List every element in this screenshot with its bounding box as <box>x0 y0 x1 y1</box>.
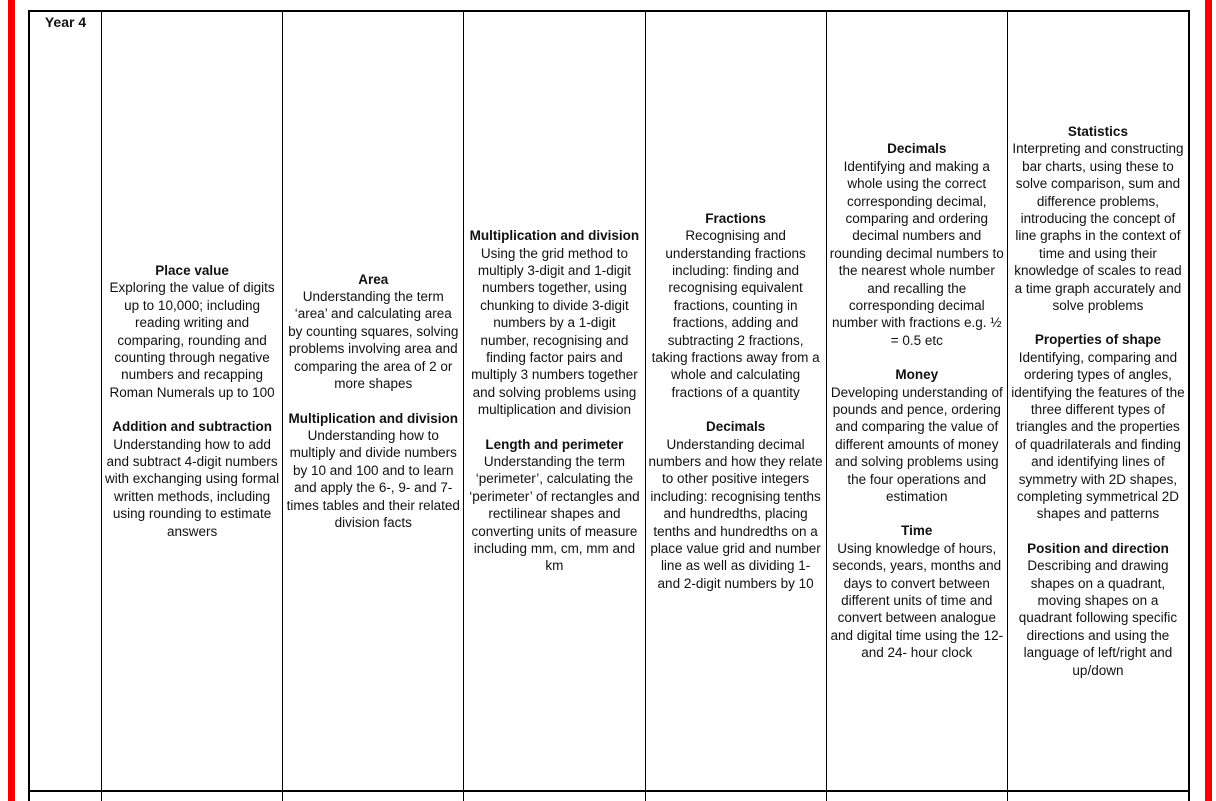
topic-body: Understanding decimal numbers and how they relate to other positive integers including: recognising tenths and hundredths, placing tenths and hundredths on a place value grid and number line as well as dividing 1- and 2-digit numbers by 10 <box>648 436 823 591</box>
topic-section <box>286 410 460 532</box>
topic-body: Using knowledge of hours, seconds, years, months and days to convert between different units of time and convert between analogue and digital time using the 12- and 24- hour clock <box>830 540 1004 661</box>
topic-body: Exploring the value of digits up to 10,000; including reading writing and comparing, rounding and counting through negative numbers and recapping Roman Numerals up to 100 <box>109 280 275 400</box>
topic-section <box>1011 331 1185 522</box>
topic-heading: Statistics <box>1067 123 1128 139</box>
table-cell-number <box>102 12 283 790</box>
topic-body: Developing understanding of pounds and pence, ordering and comparing the value of different amounts of money and solving problems using the four operations and estimation <box>830 384 1003 505</box>
topic-section <box>830 366 1004 505</box>
topic-body: Identifying and making a whole using the correct corresponding decimal, comparing and ordering decimal numbers and rounding decimal numbers to the nearest whole number and recalling the corresponding decimal number with fractions e.g. ½ = 0.5 etc <box>829 158 1004 348</box>
table-cell-decimals-money-time <box>827 12 1008 790</box>
next-row-cutoff <box>30 792 1188 801</box>
table-row <box>30 12 1188 792</box>
topic-heading: Area <box>358 271 389 287</box>
topic-heading: Properties of shape <box>1034 332 1161 348</box>
topic-body: Describing and drawing shapes on a quadrant, moving shapes on a quadrant following specific directions and using the language of left/right and up/down <box>1018 558 1178 678</box>
year-label: Year 4 <box>44 14 87 30</box>
topic-heading: Multiplication and division <box>288 410 459 426</box>
year4-curriculum-table <box>28 10 1190 801</box>
page-frame-left-bar <box>8 0 15 801</box>
topic-body: Interpreting and constructing bar charts, using these to solve comparison, sum and difference problems, introducing the concept of line graphs in the context of time and using their knowledge of scales to read a time graph accurately and solve problems <box>1012 141 1184 313</box>
stub-cell <box>827 792 1008 801</box>
topic-heading: Addition and subtraction <box>112 419 272 435</box>
topic-section <box>830 522 1004 661</box>
topic-heading: Length and perimeter <box>485 436 624 452</box>
topic-body: Understanding how to multiply and divide numbers by 10 and 100 and to learn and apply the 6-, 9- and 7-times tables and their related division facts <box>286 427 460 530</box>
topic-body: Identifying, comparing and ordering types of angles, identifying the features of the three different types of triangles and the properties of quadrilaterals and finding and identifying lines of symmetry with 2D shapes, completing symmetrical 2D shapes and patterns <box>1011 349 1185 522</box>
topic-section <box>105 418 279 540</box>
topic-section <box>1011 123 1185 314</box>
topic-section <box>105 262 279 401</box>
table-cell-area-multiplication <box>283 12 464 790</box>
topic-heading: Fractions <box>705 210 766 226</box>
topic-section <box>830 140 1004 349</box>
stub-cell <box>283 792 464 801</box>
topic-section <box>467 227 641 418</box>
topic-heading: Place value <box>155 262 229 278</box>
topic-heading: Money <box>895 367 939 383</box>
topic-heading: Multiplication and division <box>469 228 640 244</box>
topic-heading: Decimals <box>887 141 947 157</box>
topic-section <box>286 271 460 393</box>
table-cell-statistics-shape-position <box>1008 12 1188 790</box>
topic-heading: Position and direction <box>1027 540 1169 556</box>
topic-section <box>1011 540 1185 679</box>
stub-cell <box>102 792 283 801</box>
stub-cell <box>1008 792 1188 801</box>
topic-body: Using the grid method to multiply 3-digit and 1-digit numbers together, using chunking to divide 3-digit numbers by a 1-digit number, recognising and finding factor pairs and multiply 3 numbers together and solving problems using multiplication and division <box>471 245 638 418</box>
topic-body: Understanding the term ‘perimeter’, calculating the ‘perimeter’ of rectangles and rectilinear shapes and converting units of measure including mm, cm, mm and km <box>469 454 640 574</box>
page-frame-right-bar <box>1205 0 1212 801</box>
stub-cell <box>30 792 102 801</box>
stub-cell <box>646 792 827 801</box>
topic-section <box>467 436 641 575</box>
stub-cell <box>464 792 645 801</box>
table-cell-fractions-decimals <box>646 12 827 790</box>
topic-body: Understanding the term ‘area’ and calculating area by counting squares, solving problems involving area and comparing the area of 2 or more shapes <box>288 289 459 392</box>
topic-section <box>649 418 823 592</box>
topic-body: Understanding how to add and subtract 4-digit numbers with exchanging using formal written methods, including using rounding to estimate answers <box>105 436 280 539</box>
topic-heading: Decimals <box>705 419 766 435</box>
topic-heading: Time <box>901 523 933 539</box>
table-cell-multiplication-length <box>464 12 645 790</box>
topic-body: Recognising and understanding fractions including: finding and recognising equivalent fractions, counting in fractions, adding and subtracting 2 fractions, taking fractions away from a whole and calculating fractions of a quantity <box>651 228 820 400</box>
row-label-cell <box>30 12 102 790</box>
topic-section <box>649 210 823 401</box>
